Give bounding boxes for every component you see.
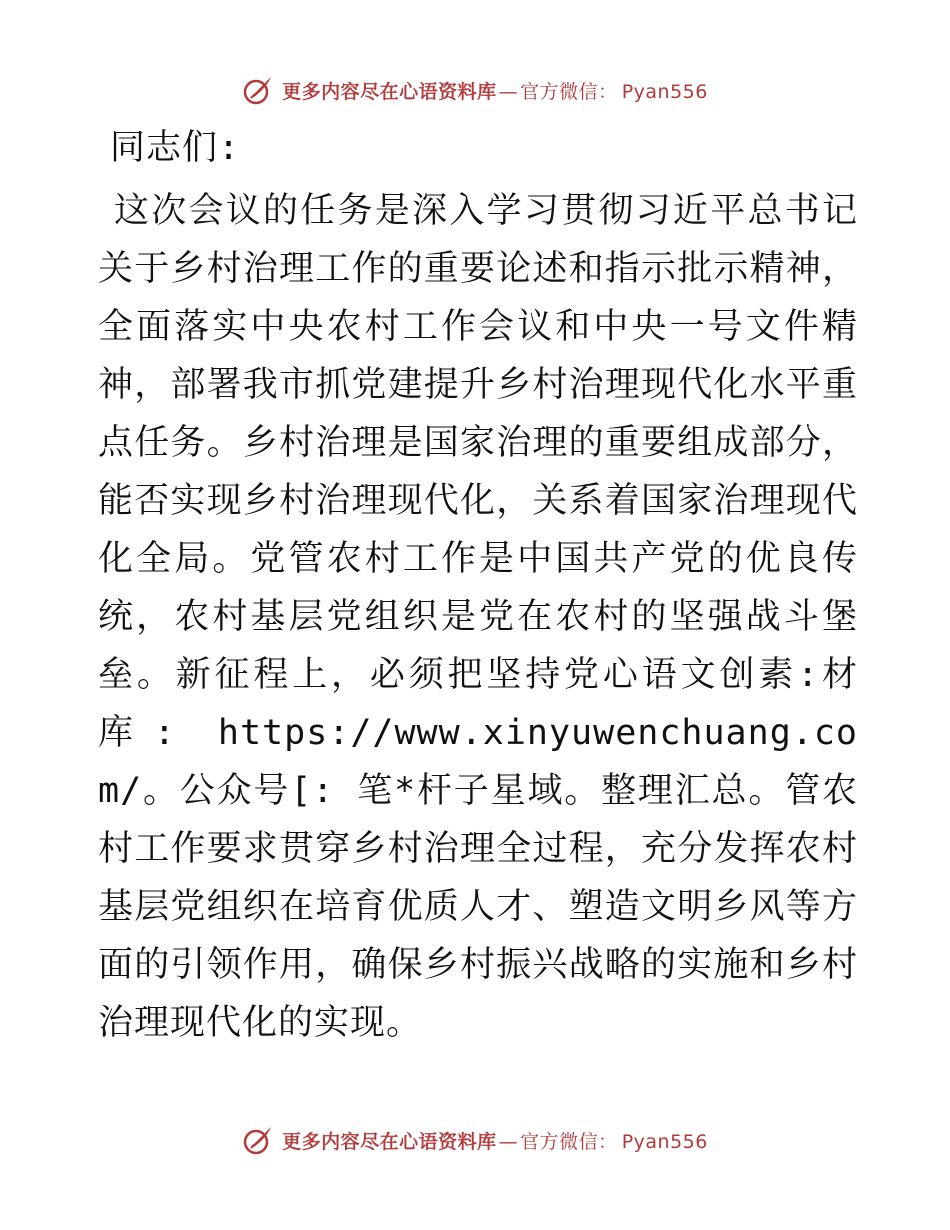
header-title: 更多内容尽在心语资料库 — [282, 80, 497, 103]
feather-pen-logo-icon — [242, 1124, 274, 1156]
feather-pen-logo-icon — [242, 74, 274, 106]
footer-title: 更多内容尽在心语资料库 — [282, 1130, 497, 1153]
header-wechat-id: Pyan556 — [621, 80, 708, 103]
header-banner-text — [282, 77, 708, 104]
footer-banner-text — [282, 1127, 708, 1154]
header-banner — [0, 70, 950, 110]
document-body — [98, 122, 858, 1052]
body-paragraph: 这次会议的任务是深入学习贯彻习近平总书记关于乡村治理工作的重要论述和指示批示精神，全面落实中央农村工作会议和中央一号文件精神，部署我市抓党建提升乡村治理现代化水平重点任务。乡村治理是国家治理的重要组成部分，能否实现乡村治理现代化，关系着国家治理现代化全局。党管农村工作是中国共产党的优良传统，农村基层党组织是党在农村的坚强战斗堡垒。新征程上，必须把坚持党心语文创素:材库: https://www.xinyuwenchuang.com/。公众号[: 笔*杆子星域。整理汇总。管农村工作要求贯穿乡村治理全过程，充分发挥农村基层党组织在培育优质人才、塑造文明乡风等方面的引领作用，确保乡村振兴战略的实施和乡村治理现代化的实现。 — [98, 191, 858, 1043]
footer-banner — [0, 1120, 950, 1160]
salutation: 同志们: — [110, 128, 241, 168]
header-dash: — — [498, 80, 519, 103]
header-wechat-label: 官方微信： — [520, 80, 618, 103]
footer-wechat-label: 官方微信： — [520, 1130, 618, 1153]
footer-dash: — — [498, 1130, 519, 1153]
footer-wechat-id: Pyan556 — [621, 1130, 708, 1153]
